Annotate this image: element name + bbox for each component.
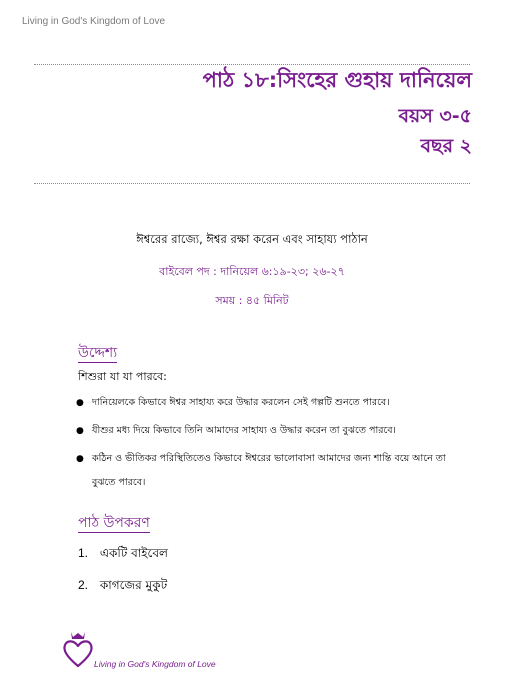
material-text: একটি বাইবেল — [99, 546, 168, 560]
list-item — [72, 391, 472, 415]
item-number: 2. — [78, 578, 89, 592]
running-header: Living in God's Kingdom of Love — [22, 16, 166, 27]
title-divider — [34, 183, 470, 184]
materials-heading: পাঠ উপকরণ — [78, 515, 150, 531]
bible-verse: বাইবেল পদ : দানিয়েল ৬:১৯-২৩; ২৬-২৭ — [159, 265, 345, 278]
age-range: বয়স ৩-৫ — [398, 105, 472, 127]
bullet-icon: ● — [76, 426, 84, 436]
year-label: বছর ২ — [420, 135, 472, 157]
objectives-intro: শিশুরা যা যা পারবে: — [78, 370, 167, 383]
objective-text: দানিয়েলকে কিভাবে ঈশ্বর সাহায্য করে উদ্ধার করলেন সেই গল্পটি শুনতে পারবে। — [92, 397, 390, 408]
footer-text: Living in God's Kingdom of Love — [94, 659, 216, 669]
list-item — [72, 419, 472, 443]
objective-text: কঠিন ও ভীতিকর পরিস্থিতিতেও কিভাবে ঈশ্বরের ভালোবাসা আমাদের জন্য শান্তি বয়ে আনে তা বুঝতে পারবে। — [92, 453, 446, 488]
bullet-icon: ● — [76, 398, 84, 408]
objectives-list — [72, 391, 472, 499]
list-item — [78, 545, 168, 565]
objective-text: যীশুর মধ্য দিয়ে কিভাবে তিনি আমাদের সাহায্য ও উদ্ধার করেন তা বুঝতে পারবে। — [92, 425, 396, 436]
list-item — [78, 577, 167, 597]
lesson-time: সময় : ৪৫ মিনিট — [215, 294, 289, 307]
objectives-heading: উদ্দেশ্য — [78, 345, 118, 361]
list-item — [72, 447, 472, 495]
item-number: 1. — [78, 546, 89, 560]
lesson-title: পাঠ ১৮:সিংহের গুহায় দানিয়েল — [202, 68, 472, 92]
lesson-theme: ঈশ্বরের রাজ্যে, ঈশ্বর রক্ষা করেন এবং সাহায্য পাঠান — [136, 232, 368, 246]
bullet-icon: ● — [76, 454, 84, 464]
heart-crown-icon — [62, 628, 94, 674]
material-text: কাগজের মুকুট — [99, 578, 168, 592]
